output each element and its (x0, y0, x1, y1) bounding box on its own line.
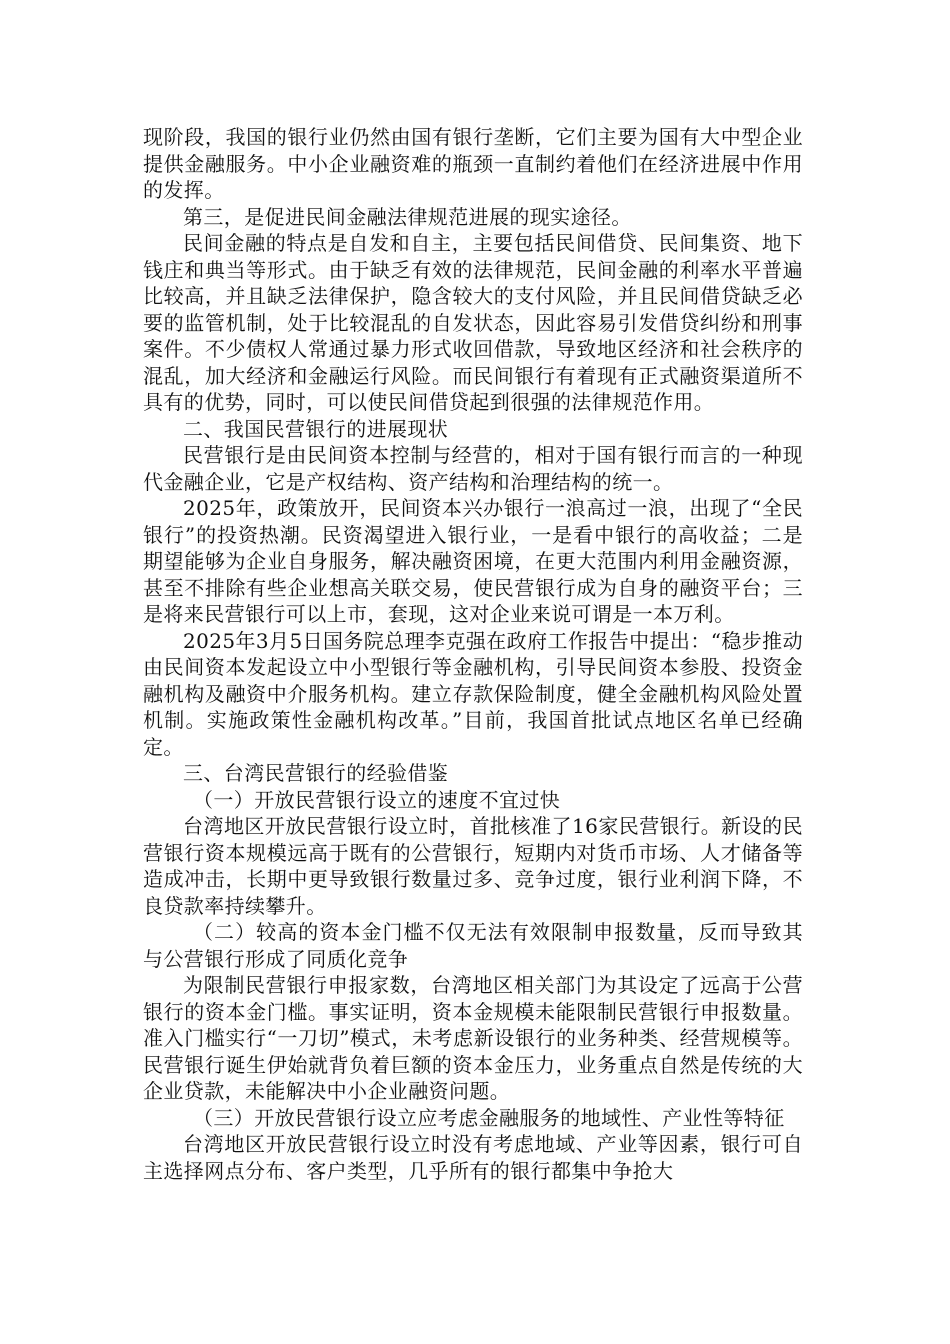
paragraph-1: 现阶段，我国的银行业仍然由国有银行垄断，它们主要为国有大中型企业提供金融服务。中小企业融资难的瓶颈一直制约着他们在经济进展中作用的发挥。 (143, 125, 803, 202)
subheading-2: （二）较高的资本金门槛不仅无法有效限制申报数量，反而导致其与公营银行形成了同质化竞争 (143, 920, 803, 971)
paragraph-12: 为限制民营银行申报家数，台湾地区相关部门为其设定了远高于公营银行的资本金门槛。事实证明，资本金规模未能限制民营银行申报数量。准入门槛实行“一刀切”模式，未考虑新设银行的业务种类、经营规模等。民营银行诞生伊始就背负着巨额的资本金压力，业务重点自然是传统的大企业贷款，未能解决中小企业融资问题。 (143, 973, 803, 1103)
paragraph-10: 台湾地区开放民营银行设立时，首批核准了16家民营银行。新设的民营银行资本规模远高于既有的公营银行，短期内对货币市场、人才储备等造成冲击，长期中更导致银行数量过多、竞争过度，银行业利润下降，不良贷款率持续攀升。 (143, 814, 803, 918)
section-heading-3: 三、台湾民营银行的经验借鉴 (183, 761, 449, 785)
paragraph-3: 民间金融的特点是自发和自主，主要包括民间借贷、民间集资、地下钱庄和典当等形式。由于缺乏有效的法律规范，民间金融的利率水平普遍比较高，并且缺乏法律保护，隐含较大的支付风险，并且民间借贷缺乏必要的监管机制，处于比较混乱的自发状态，因此容易引发借贷纠纷和刑事案件。不少债权人常通过暴力形式收回借款，导致地区经济和社会秩序的混乱，加大经济和金融运行风险。而民间银行有着现有正式融资渠道所不具有的优势，同时，可以使民间借贷起到很强的法律规范作用。 (143, 231, 803, 414)
paragraph-2: 第三，是促进民间金融法律规范进展的现实途径。 (183, 204, 632, 229)
section-heading-2: 二、我国民营银行的进展现状 (183, 416, 449, 441)
subheading-1: （一）开放民营银行设立的速度不宜过快 (193, 787, 561, 812)
paragraph-6: 2025年，政策放开，民间资本兴办银行一浪高过一浪，出现了“全民银行”的投资热潮。民资渴望进入银行业，一是看中银行的高收益；二是期望能够为企业自身服务，解决融资困境，在更大范围内利用金融资源，甚至不排除有些企业想高关联交易，使民营银行成为自身的融资平台；三是将来民营银行可以上市，套现，这对企业来说可谓是一本万利。 (143, 496, 803, 626)
document-body (143, 124, 803, 1184)
paragraph-7: 2025年3月5日国务院总理李克强在政府工作报告中提出：“稳步推动由民间资本发起设立中小型银行等金融机构，引导民间资本参股、投资金融机构及融资中介服务机构。建立存款保险制度，健全金融机构风险处置机制。实施政策性金融机构改革。”目前，我国首批试点地区名单已经确定。 (143, 628, 803, 759)
paragraph-14: 台湾地区开放民营银行设立时没有考虑地域、产业等因素，银行可自主选择网点分布、客户类型，几乎所有的银行都集中争抢大 (143, 1132, 803, 1183)
subheading-3: （三）开放民营银行设立应考虑金融服务的地域性、产业性等特征 (193, 1105, 785, 1130)
paragraph-5: 民营银行是由民间资本控制与经营的，相对于国有银行而言的一种现代金融企业，它是产权结构、资产结构和治理结构的统一。 (143, 443, 803, 494)
